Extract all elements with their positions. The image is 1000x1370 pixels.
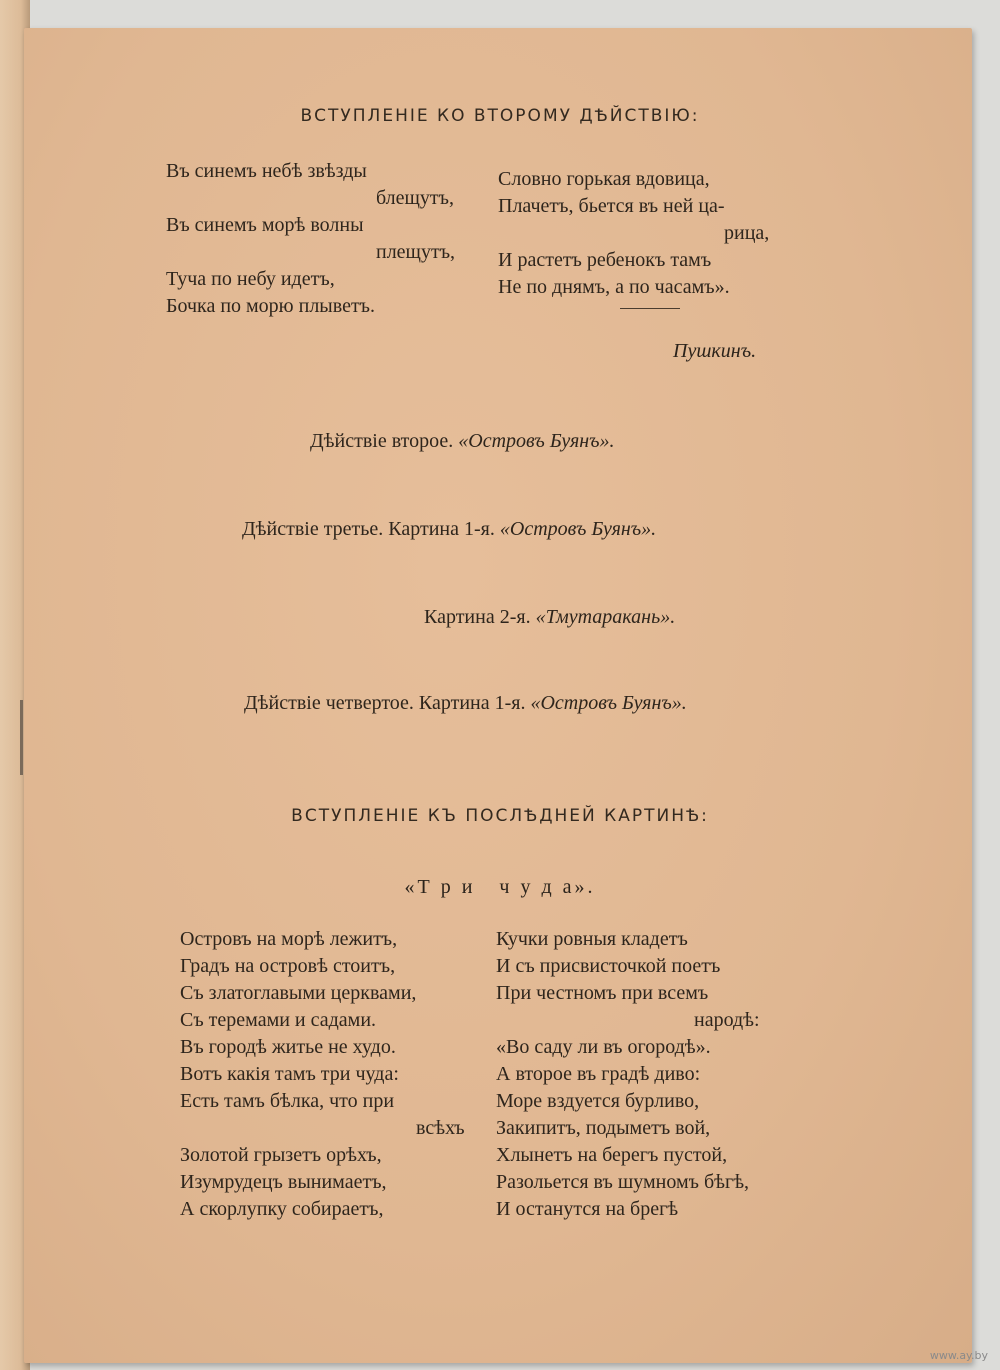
act-two-line (310, 428, 615, 454)
intro-last-scene-right-column (496, 926, 760, 1223)
act-label: Дѣйствіе четвертое. Картина 1-я. (244, 692, 526, 714)
binding-stitch (20, 700, 23, 775)
scene-title: «Тмутаракань». (535, 606, 676, 628)
act-title: «Островъ Буянъ». (499, 518, 657, 540)
act-label: Дѣйствіе второе. (310, 430, 454, 452)
verse-line: Есть тамъ бѣлка, что при (180, 1090, 395, 1112)
verse-line: А второе въ градѣ диво: (496, 1063, 701, 1085)
verse-line: народѣ: (694, 1009, 760, 1031)
verse-line: Туча по небу идетъ, (166, 268, 335, 290)
intro-second-act-heading: ВСТУПЛЕНІЕ КО ВТОРОМУ ДѢЙСТВІЮ: (300, 106, 700, 126)
verse-line: блещутъ, (376, 187, 455, 209)
verse-line: Въ синемъ небѣ звѣзды (166, 160, 367, 182)
verse-line: плещутъ, (376, 241, 456, 263)
intro-last-scene-left-column (180, 926, 465, 1223)
author-signature: Пушкинъ. (673, 340, 757, 362)
verse-line: Закипитъ, подыметъ вой, (496, 1117, 711, 1139)
verse-line: Градъ на островѣ стоитъ, (180, 955, 396, 977)
act-three-scene-two-line (424, 604, 675, 630)
verse-line: И останутся на брегѣ (496, 1198, 679, 1220)
intro-second-act-left-column (166, 158, 455, 320)
verse-line: Съ теремами и садами. (180, 1009, 377, 1031)
verse-line: рица, (724, 222, 770, 244)
verse-line: Въ синемъ морѣ волны (166, 214, 364, 236)
act-label: Дѣйствіе третье. Картина 1-я. (242, 518, 495, 540)
divider-rule (620, 308, 680, 309)
verse-line: Золотой грызетъ орѣхъ, (180, 1144, 382, 1166)
verse-line: всѣхъ (416, 1117, 465, 1139)
verse-line: А скорлупку собираетъ, (180, 1198, 384, 1220)
intro-last-scene-subtitle: «Т р и ч у д а». (404, 876, 596, 898)
scene-label: Картина 2-я. (424, 606, 531, 628)
act-three-line (242, 516, 656, 542)
verse-line: Съ златоглавыми церквами, (180, 982, 417, 1004)
verse-line: Разольется въ шумномъ бѣгѣ, (496, 1171, 750, 1193)
act-four-line (244, 690, 687, 716)
verse-line: Плачетъ, бьется въ ней ца- (498, 195, 725, 217)
verse-line: Въ городѣ житье не худо. (180, 1036, 396, 1058)
verse-line: «Во саду ли въ огородѣ». (496, 1036, 711, 1058)
verse-line: Словно горькая вдовица, (498, 168, 710, 190)
verse-line: И растетъ ребенокъ тамъ (498, 249, 712, 271)
intro-second-act-right-column (498, 166, 769, 301)
act-title: «Островъ Буянъ». (458, 430, 615, 452)
verse-line: Хлынетъ на берегъ пустой, (496, 1144, 728, 1166)
verse-line: Островъ на морѣ лежитъ, (180, 928, 398, 950)
verse-line: И съ присвисточкой поетъ (496, 955, 721, 977)
act-title: «Островъ Буянъ». (530, 692, 687, 714)
verse-line: Изумрудецъ вынимаетъ, (180, 1171, 387, 1193)
verse-line: Море вздуется бурливо, (496, 1090, 700, 1112)
verse-line: Бочка по морю плыветъ. (166, 295, 376, 317)
watermark: www.ay.by (929, 1349, 988, 1362)
verse-line: Не по днямъ, а по часамъ». (498, 276, 730, 298)
verse-line: Кучки ровныя кладетъ (496, 928, 688, 950)
intro-last-scene-heading: ВСТУПЛЕНІЕ КЪ ПОСЛѢДНЕЙ КАРТИНѢ: (291, 806, 709, 826)
verse-line: При честномъ при всемъ (496, 982, 709, 1004)
verse-line: Вотъ какія тамъ три чуда: (180, 1063, 399, 1085)
